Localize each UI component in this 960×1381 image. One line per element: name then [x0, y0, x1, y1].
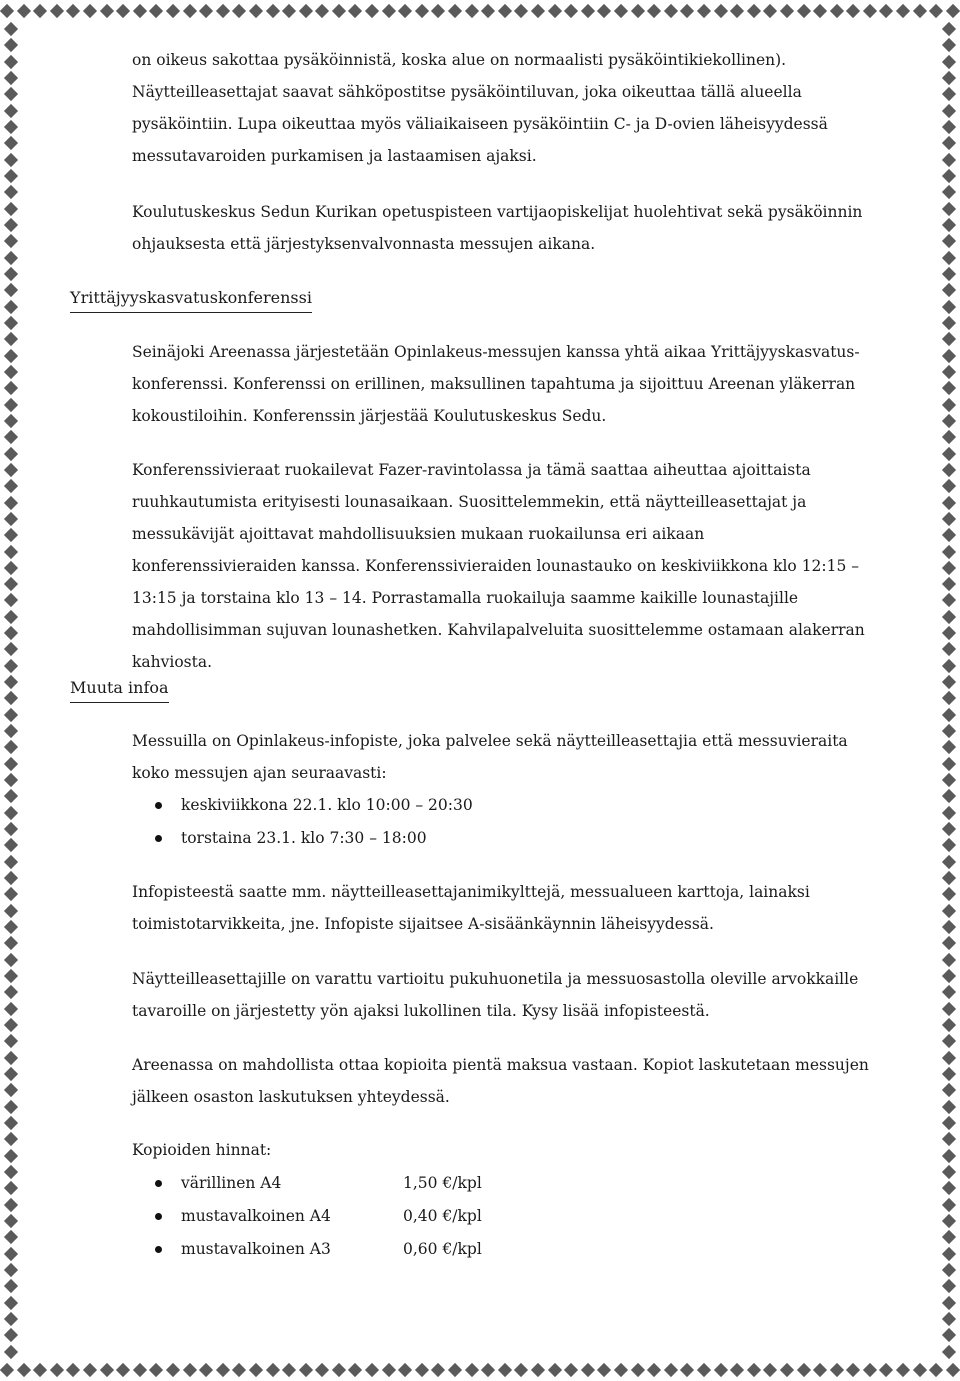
conference-heading: Yrittäjyyskasvatuskonferenssi: [70, 288, 312, 313]
infopoint-paragraph: Messuilla on Opinlakeus-infopiste, joka palvelee sekä näytteilleasettajia että messuvieraita koko messujen ajan seuraavasti:: [132, 732, 848, 782]
bullet-icon: [155, 1246, 162, 1253]
hours-item: torstaina 23.1. klo 7:30 – 18:00: [181, 829, 427, 847]
bullet-icon: [155, 802, 162, 809]
security-paragraph: Koulutuskeskus Sedun Kurikan opetuspisteen vartijaopiskelijat huolehtivat sekä pysäköinnin ohjauksesta että järjestyksenvalvonnasta messujen aikana.: [132, 203, 863, 253]
conference-lunch-paragraph: Konferenssivieraat ruokailevat Fazer-ravintolassa ja tämä saattaa aiheuttaa ajoittaista ruuhkautumista erityisesti lounasaikaan. Suosittelemmekin, että näytteilleasettajat ja messukävijät ajoittavat mahdollisuuksien mukaan ruokailunsa eri aikaan konferenssivieraiden kanssa. Konferenssivieraiden lounastauko on keskiviikkona klo 12:15 – 13:15 ja torstaina klo 13 – 14. Porrastamalla ruokailuja saamme kaikille lounastajille mahdollisimman sujuvan lounashetken. Kahvilapalveluita suosittelemme ostamaan alakerran kahviosta.: [132, 461, 865, 671]
price-item-value: 0,40 €/kpl: [403, 1207, 482, 1225]
list-item: [155, 827, 427, 849]
bullet-icon: [155, 1180, 162, 1187]
price-item-name: värillinen A4: [181, 1174, 282, 1192]
price-item-name: mustavalkoinen A3: [181, 1240, 331, 1258]
infopoint-services-paragraph: Infopisteestä saatte mm. näytteilleasettajanimikylttejä, messualueen karttoja, lainaksi toimistotarvikkeita, jne. Infopiste sijaitsee A-sisäänkäynnin läheisyydessä.: [132, 883, 810, 933]
list-item: [155, 794, 473, 816]
hours-item: keskiviikkona 22.1. klo 10:00 – 20:30: [181, 796, 473, 814]
copy-paragraph: Areenassa on mahdollista ottaa kopioita pientä maksua vastaan. Kopiot laskutetaan messujen jälkeen osaston laskutuksen yhteydessä.: [132, 1056, 869, 1106]
list-item: [155, 1238, 482, 1260]
locker-paragraph: Näytteilleasettajille on varattu vartioitu pukuhuonetila ja messuosastolla oleville arvokkaille tavaroille on järjestetty yön ajaksi lukollinen tila. Kysy lisää infopisteestä.: [132, 970, 859, 1020]
parking-paragraph: on oikeus sakottaa pysäköinnistä, koska alue on normaalisti pysäköintikiekollinen). Näytteilleasettajat saavat sähköpostitse pysäköintiluvan, joka oikeuttaa tällä alueella pysäköintiin. Lupa oikeuttaa myös väliaikaiseen pysäköintiin C- ja D-ovien läheisyydessä messutavaroiden purkamisen ja lastaamisen ajaksi.: [132, 51, 828, 165]
price-item-value: 1,50 €/kpl: [403, 1174, 482, 1192]
other-info-heading: Muuta infoa: [70, 678, 169, 703]
price-item-value: 0,60 €/kpl: [403, 1240, 482, 1258]
copy-prices-label: Kopioiden hinnat:: [132, 1141, 272, 1159]
conference-intro-paragraph: Seinäjoki Areenassa järjestetään Opinlakeus-messujen kanssa yhtä aikaa Yrittäjyyskasvatus-konferenssi. Konferenssi on erillinen, maksullinen tapahtuma ja sijoittuu Areenan yläkerran kokoustiloihin. Konferenssin järjestää Koulutuskeskus Sedu.: [132, 343, 860, 425]
bullet-icon: [155, 1213, 162, 1220]
bullet-icon: [155, 835, 162, 842]
list-item: [155, 1172, 482, 1194]
list-item: [155, 1205, 482, 1227]
price-item-name: mustavalkoinen A4: [181, 1207, 331, 1225]
